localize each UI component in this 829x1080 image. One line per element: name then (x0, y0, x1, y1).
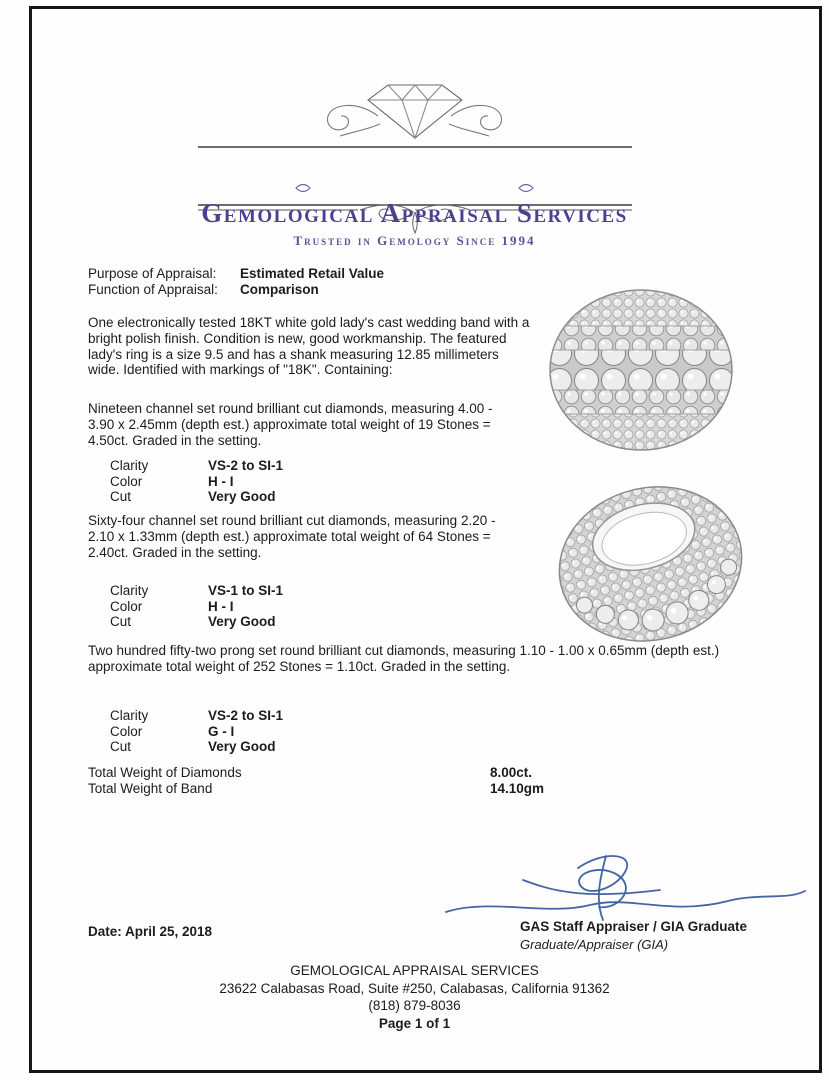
grade-row (88, 724, 283, 740)
total-value: 8.00ct. (490, 765, 533, 780)
grade-label: Clarity (110, 458, 149, 473)
grade-label: Clarity (110, 583, 149, 598)
function-value: Comparison (240, 282, 319, 297)
grade-table (88, 583, 283, 630)
ring-photo-angled-view (550, 474, 750, 655)
section-description: Nineteen channel set round brilliant cut diamonds, measuring 4.00 - 3.90 x 2.45mm (depth est.) approximate total weight of 19 Stones = 4.50ct. Graded in the setting. (88, 401, 493, 448)
grade-value: VS-1 to SI-1 (208, 583, 284, 598)
signer-subtitle: Graduate/Appraiser (GIA) (520, 937, 669, 952)
grade-label: Cut (110, 489, 132, 505)
grade-table (88, 708, 283, 755)
grade-row (88, 489, 283, 505)
item-description: One electronically tested 18KT white gold lady's cast wedding band with a bright polish finish. Condition is new, good workmanship. The featured lady's ring is a size 9.5 and has a shank measuring 12.85 millimeters wide. Identified with markings of "18K". Containing: (88, 315, 530, 378)
grade-row (88, 599, 283, 615)
total-value: 14.10gm (490, 781, 545, 796)
grade-value: Very Good (208, 489, 276, 505)
grade-label: Cut (110, 614, 132, 630)
section-description: Sixty-four channel set round brilliant cut diamonds, measuring 2.20 - 2.10 x 1.33mm (depth est.) approximate total weight of 64 Stones = 2.40ct. Graded in the setting. (88, 513, 496, 560)
function-row (88, 282, 319, 298)
total-label: Total Weight of Diamonds (88, 765, 242, 780)
grade-value: VS-2 to SI-1 (208, 708, 284, 723)
grade-row (88, 583, 283, 599)
grade-value: Very Good (208, 739, 276, 755)
footer-phone: (818) 879-8036 (368, 998, 461, 1013)
grade-value: H - I (208, 473, 234, 489)
totals (88, 765, 544, 797)
org-name: Gemological Appraisal Services (201, 198, 628, 228)
grade-table (88, 458, 283, 505)
grade-value: H - I (208, 598, 234, 614)
footer (0, 962, 829, 1032)
grade-label: Cut (110, 739, 132, 755)
totals-row (88, 781, 544, 797)
grade-value: Very Good (208, 614, 276, 630)
grade-label: Color (110, 598, 143, 614)
date-line: Date: April 25, 2018 (88, 924, 213, 939)
grade-row (88, 614, 283, 630)
grade-value: VS-2 to SI-1 (208, 458, 284, 473)
footer-address: 23622 Calabasas Road, Suite #250, Calabasas, California 91362 (219, 980, 610, 996)
purpose-row (88, 266, 384, 282)
grade-row (88, 708, 283, 724)
grade-row (88, 739, 283, 755)
grade-label: Clarity (110, 708, 149, 723)
function-label: Function of Appraisal: (88, 282, 218, 297)
ring-photo-top-view (546, 286, 736, 459)
grade-row (88, 474, 283, 490)
grade-row (88, 458, 283, 474)
grade-label: Color (110, 723, 143, 739)
totals-row (88, 765, 544, 781)
footer-page-number: Page 1 of 1 (378, 1015, 451, 1031)
section-description: Two hundred fifty-two prong set round brilliant cut diamonds, measuring 1.10 - 1.00 x 0.65mm (depth est.) approximate total weight of 252 Stones = 1.10ct. Graded in the setting. (88, 643, 720, 674)
total-label: Total Weight of Band (88, 781, 213, 796)
grade-label: Color (110, 473, 143, 489)
signer-title: GAS Staff Appraiser / GIA Graduate (520, 919, 748, 934)
org-tagline: Trusted in Gemology Since 1994 (293, 233, 536, 248)
purpose-value: Estimated Retail Value (240, 266, 385, 281)
purpose-label: Purpose of Appraisal: (88, 266, 217, 281)
footer-org-name: GEMOLOGICAL APPRAISAL SERVICES (290, 963, 539, 978)
grade-value: G - I (208, 723, 235, 739)
masthead (0, 52, 829, 247)
